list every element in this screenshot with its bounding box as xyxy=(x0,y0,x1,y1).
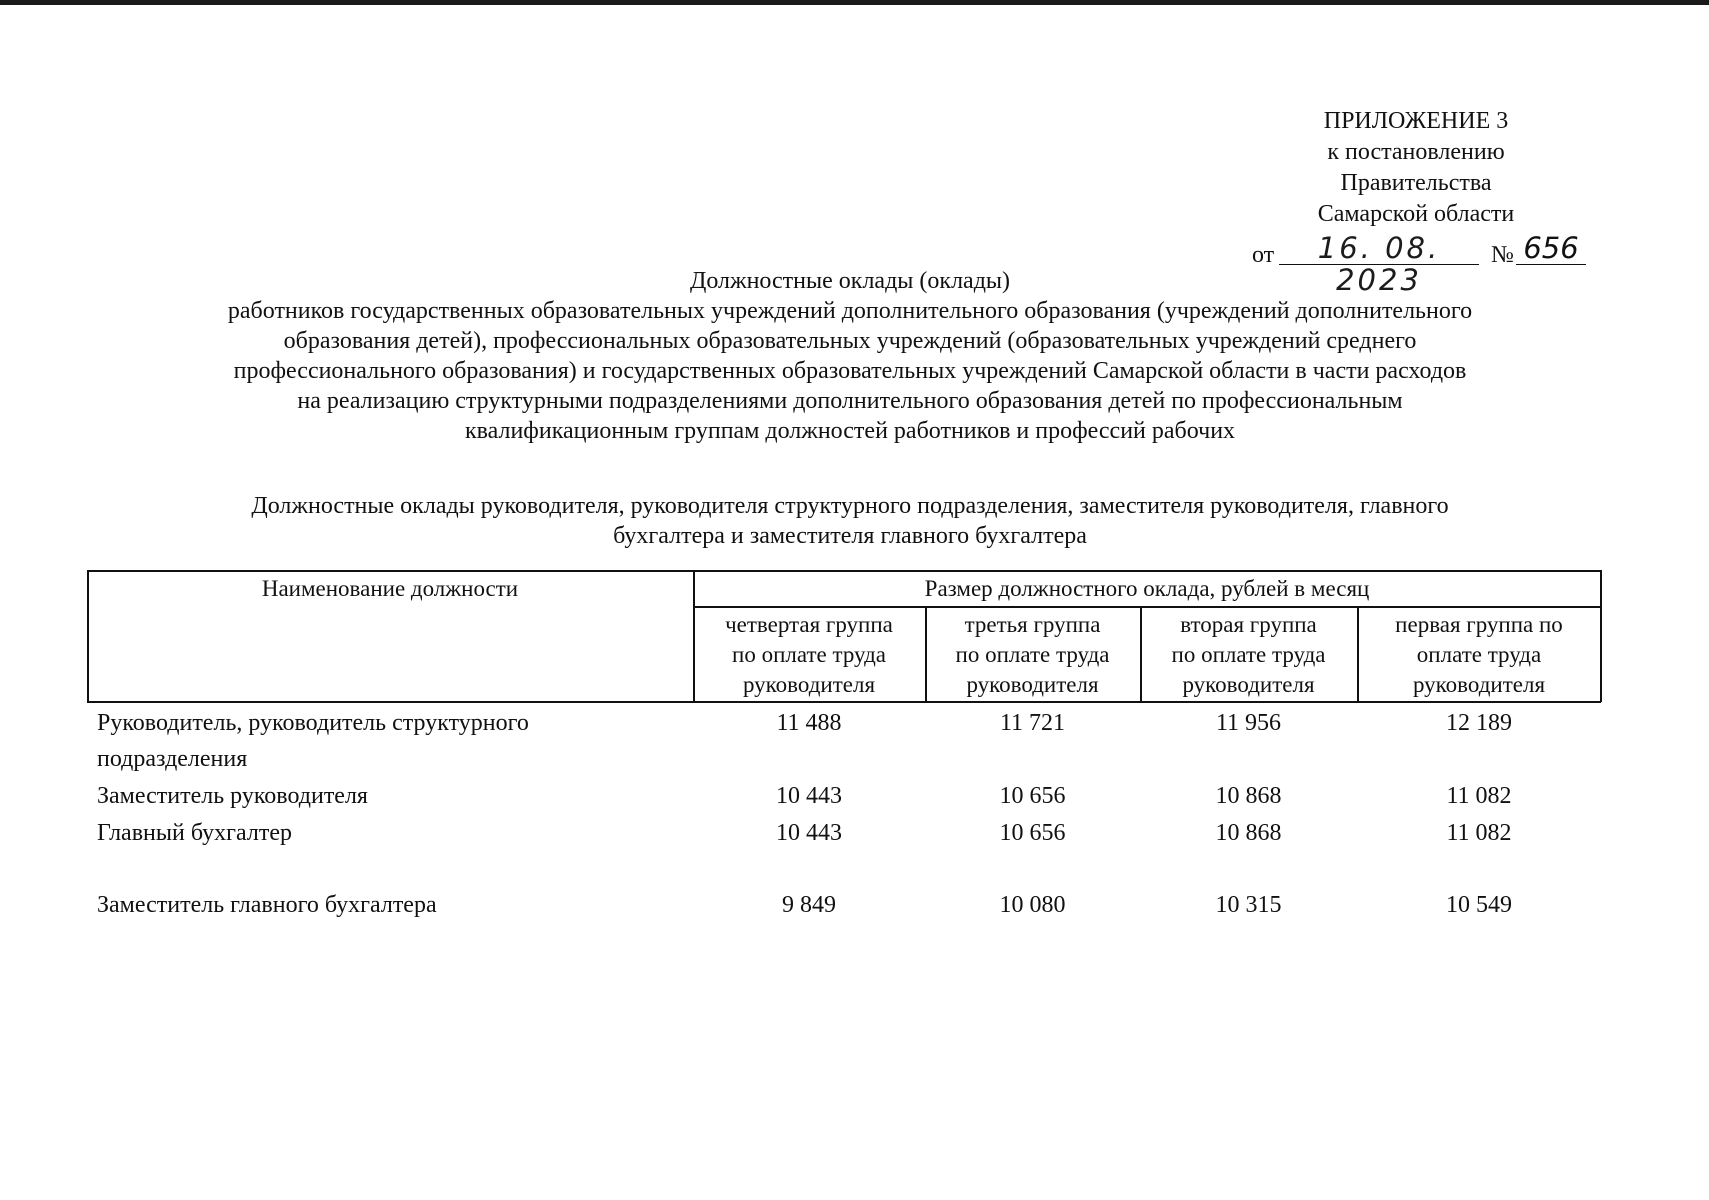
document-title-line-4: профессионального образования) и государственных образовательных учреждений Самарской области в части расходов xyxy=(233,358,1467,384)
handwritten-number: 656 xyxy=(1516,232,1586,265)
appendix-line-2: Самарской области xyxy=(1317,201,1515,227)
section-title-line-1: Должностные оклады руководителя, руководителя структурного подразделения, заместителя руководителя, главного xyxy=(251,493,1449,519)
scan-top-edge xyxy=(0,0,1709,5)
document-title-line-1: Должностные оклады (оклады) xyxy=(689,268,1011,294)
row-label: Главный бухгалтер xyxy=(97,820,292,846)
row-label-continued: подразделения xyxy=(97,746,248,772)
appendix-title: ПРИЛОЖЕНИЕ 3 xyxy=(1323,108,1509,134)
salary-value: 10 315 xyxy=(1215,892,1282,918)
salary-value: 9 849 xyxy=(782,892,836,918)
document-title-line-3: образования детей), профессиональных образовательных учреждений (образовательных учреждений среднего xyxy=(283,328,1417,354)
number-prefix: № xyxy=(1491,242,1514,268)
header-group-4-line-3: руководителя xyxy=(742,672,876,697)
header-group-1-line-1: первая группа по xyxy=(1395,612,1563,637)
header-group-1-line-3: руководителя xyxy=(1412,672,1546,697)
document-title-line-2: работников государственных образовательных учреждений дополнительного образования (учреждений дополнительного xyxy=(227,298,1473,324)
header-group-2-line-3: руководителя xyxy=(1182,672,1315,697)
header-group-2-line-2: по оплате труда xyxy=(1171,642,1326,667)
header-group-2-line-1: вторая группа xyxy=(1180,612,1317,637)
row-label: Заместитель главного бухгалтера xyxy=(97,892,437,918)
header-salary-size: Размер должностного оклада, рублей в месяц xyxy=(924,576,1370,601)
salary-value: 11 956 xyxy=(1215,710,1282,736)
row-label: Заместитель руководителя xyxy=(97,783,368,809)
row-label: Руководитель, руководитель структурного xyxy=(97,710,529,736)
salary-value: 11 721 xyxy=(999,710,1066,736)
salary-value: 11 488 xyxy=(776,710,842,736)
section-title xyxy=(140,491,1560,551)
salary-value: 11 082 xyxy=(1446,820,1512,846)
document-title xyxy=(110,266,1590,446)
header-group-4 xyxy=(693,608,925,702)
header-group-3-line-1: третья группа xyxy=(964,612,1101,637)
header-group-3 xyxy=(925,608,1140,702)
header-group-2 xyxy=(1140,608,1357,702)
salary-value: 10 868 xyxy=(1215,820,1282,846)
salary-value: 12 189 xyxy=(1446,710,1512,736)
salary-value: 10 868 xyxy=(1215,783,1282,809)
salary-value: 10 549 xyxy=(1446,892,1512,918)
appendix-line-1: к постановлению Правительства xyxy=(1327,139,1505,196)
salary-value: 11 082 xyxy=(1446,783,1512,809)
section-title-line-2: бухгалтера и заместителя главного бухгалтера xyxy=(613,523,1087,549)
table-header xyxy=(87,570,1601,702)
header-group-1 xyxy=(1357,608,1601,702)
header-position-name: Наименование должности xyxy=(261,576,519,601)
document-title-line-6: квалификационным группам должностей работников и профессий рабочих xyxy=(464,418,1236,444)
document-title-line-5: на реализацию структурными подразделениями дополнительного образования детей по профессиональным xyxy=(297,388,1403,414)
header-group-4-line-2: по оплате труда xyxy=(732,642,886,667)
appendix-block xyxy=(1146,106,1579,297)
salary-value: 10 443 xyxy=(776,783,842,809)
salary-value: 10 656 xyxy=(999,783,1066,809)
salary-value: 10 656 xyxy=(999,820,1066,846)
salary-value: 10 443 xyxy=(776,820,842,846)
date-prefix: от xyxy=(1252,242,1275,268)
header-group-1-line-2: оплате труда xyxy=(1416,642,1542,667)
header-group-4-line-1: четвертая группа xyxy=(725,612,893,637)
header-group-3-line-2: по оплате труда xyxy=(955,642,1110,667)
handwritten-date: 16. 08. 2023 xyxy=(1279,232,1479,265)
salary-value: 10 080 xyxy=(999,892,1066,918)
header-group-3-line-3: руководителя xyxy=(966,672,1099,697)
